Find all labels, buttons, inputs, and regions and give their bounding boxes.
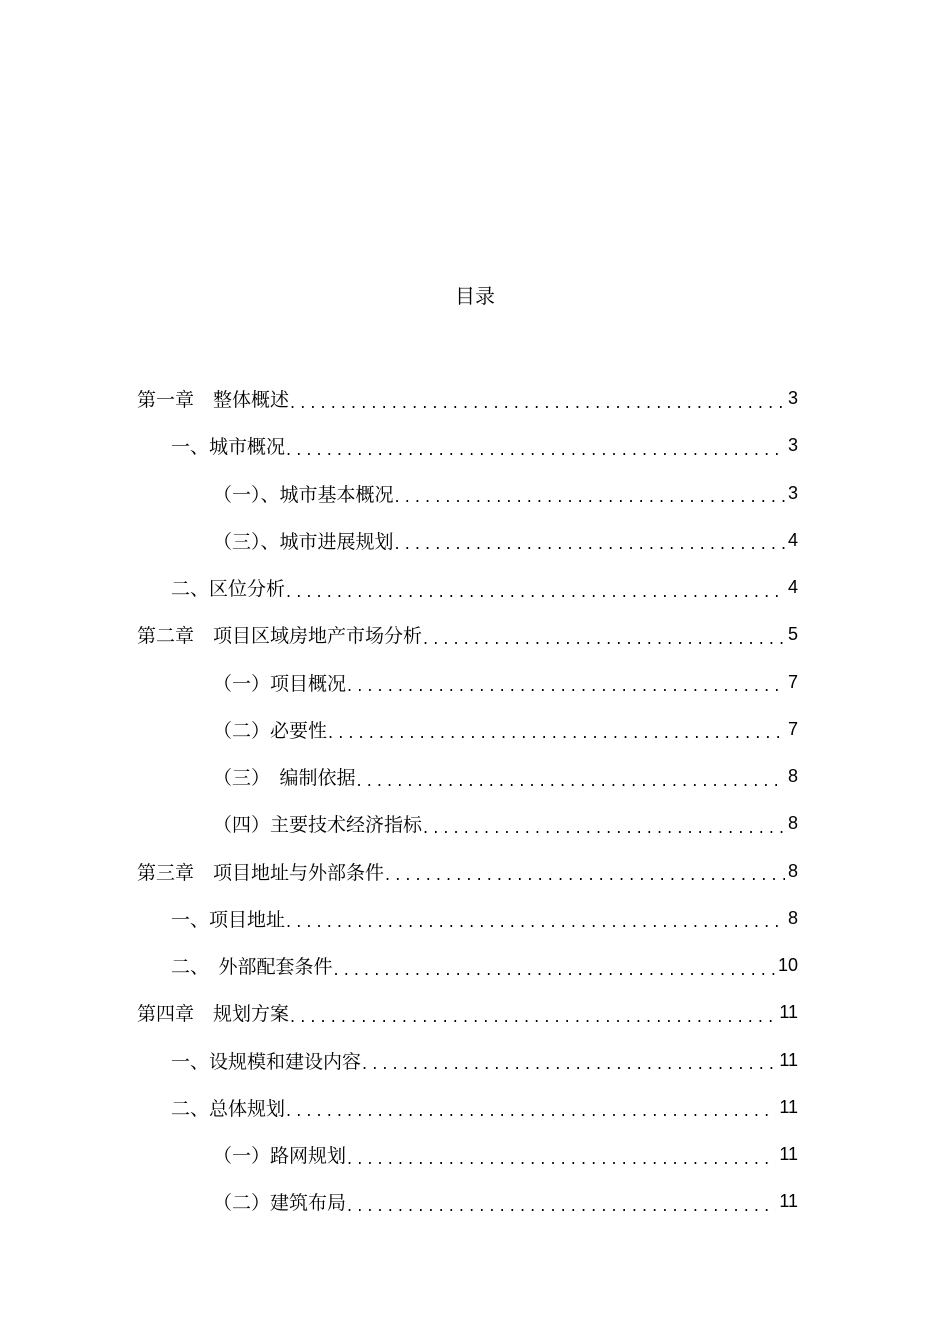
- toc-page-number: 11: [779, 1144, 798, 1165]
- toc-page-number: 8: [787, 907, 798, 928]
- dot-leader: [290, 395, 785, 411]
- toc-page-number: 8: [787, 860, 798, 881]
- toc-entry[interactable]: [0, 470, 950, 517]
- toc-entry[interactable]: [0, 375, 950, 422]
- dot-leader: [290, 1009, 776, 1025]
- toc-page-number: 10: [777, 955, 798, 976]
- dot-leader: [423, 820, 785, 836]
- toc-entry-label: 二、区位分析: [171, 578, 286, 601]
- toc-page-number: 11: [779, 1002, 798, 1023]
- toc-entry[interactable]: [0, 706, 950, 753]
- toc-entry[interactable]: [0, 611, 950, 658]
- toc-entry[interactable]: [0, 517, 950, 564]
- toc-page-number: 8: [787, 766, 798, 787]
- toc-page-number: 4: [787, 529, 798, 550]
- dot-leader: [286, 914, 785, 930]
- toc-entry-label: 第一章 整体概述: [137, 389, 290, 412]
- dot-leader: [328, 725, 785, 741]
- toc-page-number: 11: [779, 1191, 798, 1212]
- toc-entry[interactable]: [0, 989, 950, 1036]
- toc-entry[interactable]: [0, 564, 950, 611]
- dot-leader: [347, 1151, 776, 1167]
- toc-entry[interactable]: [0, 753, 950, 800]
- toc-entry[interactable]: [0, 942, 950, 989]
- dot-leader: [357, 773, 785, 789]
- toc-entry-label: 第二章 项目区域房地产市场分析: [137, 625, 423, 648]
- dot-leader: [362, 1056, 776, 1072]
- toc-entry[interactable]: [0, 800, 950, 847]
- toc-entry-label: 一、项目地址: [171, 908, 286, 931]
- toc-entry-label: 二、 外部配套条件: [171, 956, 333, 979]
- toc-entry[interactable]: [0, 1037, 950, 1084]
- toc-entry[interactable]: [0, 1131, 950, 1178]
- toc-entry-label: （一）路网规划: [213, 1145, 347, 1168]
- toc-page-number: 3: [787, 435, 798, 456]
- toc-entry[interactable]: [0, 1178, 950, 1225]
- toc-entry-label: （四）主要技术经济指标: [213, 814, 423, 837]
- toc-entry-label: （一）、城市基本概况: [213, 483, 394, 506]
- table-of-contents: [0, 375, 950, 1226]
- toc-entry[interactable]: [0, 895, 950, 942]
- dot-leader: [286, 442, 785, 458]
- toc-page-number: 7: [787, 671, 798, 692]
- toc-entry-label: 一、设规模和建设内容: [171, 1050, 362, 1073]
- toc-page-number: 11: [779, 1049, 798, 1070]
- toc-entry-label: （一）项目概况: [213, 672, 347, 695]
- dot-leader: [395, 489, 785, 505]
- toc-page-number: 7: [787, 718, 798, 739]
- dot-leader: [385, 867, 785, 883]
- toc-entry-label: 二、总体规划: [171, 1097, 286, 1120]
- toc-entry-label: 第四章 规划方案: [137, 1003, 290, 1026]
- dot-leader: [286, 584, 785, 600]
- toc-page-number: 3: [787, 388, 798, 409]
- toc-page-number: 5: [787, 624, 798, 645]
- toc-entry-label: （二）建筑布局: [213, 1192, 347, 1215]
- dot-leader: [286, 1103, 776, 1119]
- toc-page-number: 8: [787, 813, 798, 834]
- dot-leader: [423, 631, 785, 647]
- toc-entry[interactable]: [0, 1084, 950, 1131]
- toc-entry[interactable]: [0, 659, 950, 706]
- dot-leader: [347, 1198, 776, 1214]
- dot-leader: [347, 678, 785, 694]
- toc-page-number: 3: [787, 482, 798, 503]
- toc-entry[interactable]: [0, 848, 950, 895]
- dot-leader: [334, 962, 775, 978]
- toc-page-number: 11: [779, 1096, 798, 1117]
- dot-leader: [395, 536, 785, 552]
- toc-entry-label: 一、城市概况: [171, 436, 286, 459]
- toc-entry-label: （二）必要性: [213, 719, 328, 742]
- toc-entry-label: （三）、城市进展规划: [213, 530, 394, 553]
- toc-page-number: 4: [787, 577, 798, 598]
- toc-entry-label: 第三章 项目地址与外部条件: [137, 861, 385, 884]
- toc-entry-label: （三） 编制依据: [213, 767, 356, 790]
- toc-entry[interactable]: [0, 422, 950, 469]
- toc-title: 目录: [455, 284, 495, 308]
